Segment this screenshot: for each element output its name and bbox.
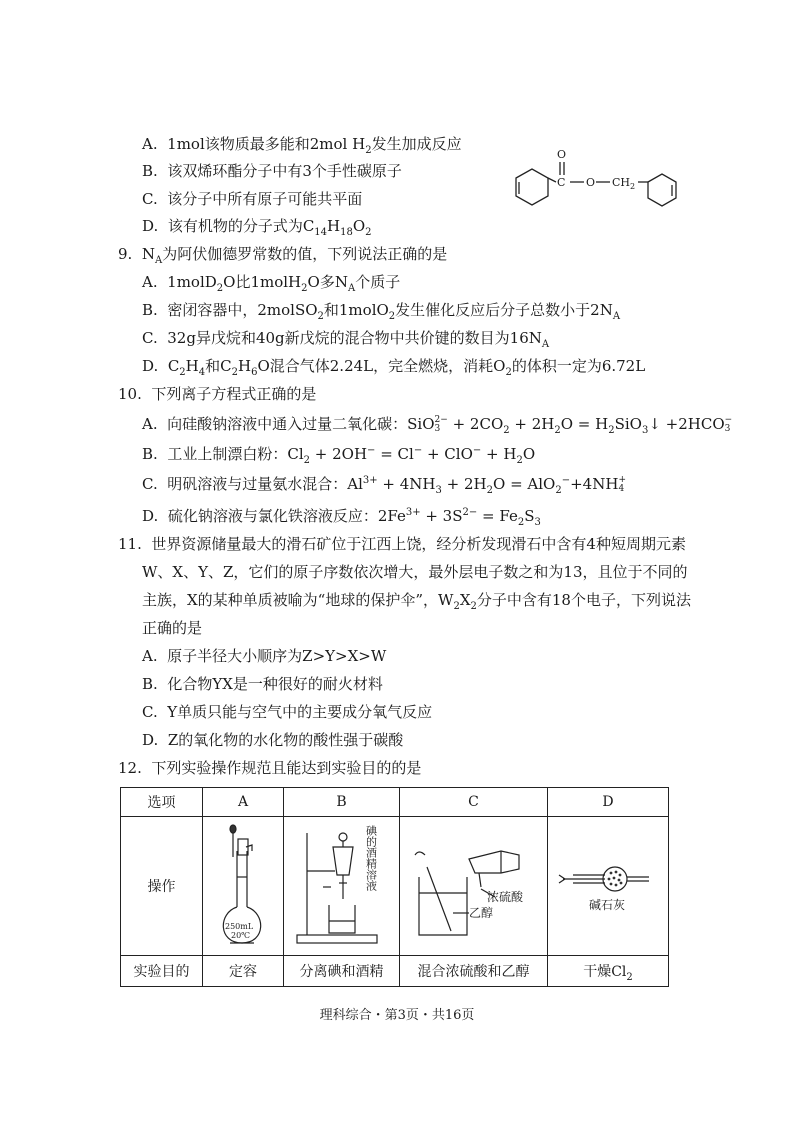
volumetric-flask-figure xyxy=(204,817,283,951)
header-cell: C xyxy=(400,788,548,817)
q12-stem: 12. 下列实验操作规范且能达到实验目的的是 xyxy=(118,759,422,777)
q11-stem-line1: 11. 世界资源储量最大的滑石矿位于江西上饶，经分析发现滑石中含有4种短周期元素 xyxy=(118,535,686,553)
header-cell: B xyxy=(284,788,400,817)
q10-option-b: B. 工业上制漂白粉：$Cl_2 + 2OH^- = Cl^- + ClO^- + H_2O$ xyxy=(142,445,536,466)
q10-option-a: A. 向硅酸钠溶液中通入过量二氧化碳：SiO2− $3 + 2CO_2 + 2H_2O$ = $H_2SiO_3↓ +2HCO-$ 3 xyxy=(142,415,733,436)
q9-option-b: B. 密闭容器中，2molSO$_2$和1molO$_2$发生催化反应后分子总数小于$2N_A$ xyxy=(142,301,621,322)
q9-option-c: C. 32g异戊烷和40g新戊烷的混合物中共价键的数目为$16N_A$ xyxy=(142,329,550,350)
svg-text:碱石灰: 碱石灰 xyxy=(588,898,625,912)
q11-stem-line4: 正确的是 xyxy=(142,619,203,637)
q9-option-a: A. 1molD$_2$O比1molH$_2$O多$N_A$个质子 xyxy=(142,273,401,294)
q10-option-d: D. 硫化钠溶液与氯化铁溶液反应：$2Fe^{3+} + 3S^{2-} = Fe_2S_3$ xyxy=(142,507,541,528)
svg-text:20℃: 20℃ xyxy=(230,931,250,940)
svg-text:250mL: 250mL xyxy=(224,922,253,931)
q11-option-d: D. Z的氧化物的水化物的酸性强于碳酸 xyxy=(142,731,404,749)
row-label-goal: 实验目的 xyxy=(121,956,203,987)
q9-stem: 9. $N_A$为阿伏伽德罗常数的值，下列说法正确的是 xyxy=(118,245,448,266)
separatory-funnel-figure xyxy=(285,817,399,951)
q8-option-b: B. 该双烯环酯分子中有3个手性碳原子 xyxy=(142,162,402,180)
svg-text:O: O xyxy=(586,176,596,189)
q8-option-a: A. 1mol该物质最多能和2mol $H_2$发生加成反应 xyxy=(142,135,462,156)
page-footer: 理科综合・第3页・共16页 xyxy=(319,1008,475,1023)
goal-d: 干燥$Cl_2$ xyxy=(548,956,669,987)
svg-text:O: O xyxy=(557,148,567,161)
q10-option-c: C. 明矾溶液与过量氨水混合：$Al^{3+} + 4NH_3 + 2H_2O = AlO_2^-+4NH+$ 4 xyxy=(142,475,626,496)
svg-text:乙醇: 乙醇 xyxy=(468,906,493,920)
figure-d-cell xyxy=(548,817,669,956)
header-cell: D xyxy=(548,788,669,817)
table-goal-row xyxy=(121,956,669,987)
goal-c: 混合浓硫酸和乙醇 xyxy=(400,956,548,987)
q8-option-d: D. 该有机物的分子式为$C_{14}H_{18}O_2$ xyxy=(142,217,372,238)
goal-a: 定容 xyxy=(203,956,284,987)
q9-option-d: D. $C_2H_4$和$C_2H_6O$混合气体2.24L，完全燃烧，消耗$O_2$的体积一定为6.72L xyxy=(142,357,646,378)
q12-experiment-table xyxy=(120,787,669,987)
svg-text:CH2: $CH_2$ xyxy=(612,176,636,191)
label-iodine-alcohol: 碘的酒精溶液 xyxy=(364,825,378,891)
figure-b-cell xyxy=(284,817,400,956)
q11-stem-line3: 主族，X的某种单质被喻为“地球的保护伞”，$W_2X_2$分子中含有18个电子，下列说法 xyxy=(142,591,691,612)
q8-option-c: C. 该分子中所有原子可能共平面 xyxy=(142,190,363,208)
svg-text:C: C xyxy=(557,176,566,189)
table-header-row xyxy=(121,788,669,817)
q11-option-c: C. Y单质只能与空气中的主要成分氧气反应 xyxy=(142,703,433,721)
svg-text:浓硫酸: 浓硫酸 xyxy=(486,890,523,904)
header-cell: A xyxy=(203,788,284,817)
table-operation-row xyxy=(121,817,669,956)
figure-a-cell xyxy=(203,817,284,956)
goal-b: 分离碘和酒精 xyxy=(284,956,400,987)
q11-option-a: A. 原子半径大小顺序为Z>Y>X>W xyxy=(142,647,387,665)
ester-structure-figure xyxy=(498,138,688,228)
q10-stem: 10. 下列离子方程式正确的是 xyxy=(118,385,317,403)
drying-tube-figure xyxy=(549,817,668,951)
row-label-operation: 操作 xyxy=(121,817,203,956)
header-cell: 选项 xyxy=(121,788,203,817)
figure-c-cell xyxy=(400,817,548,956)
q11-option-b: B. 化合物YX是一种很好的耐火材料 xyxy=(142,675,383,693)
q11-stem-line2: W、X、Y、Z，它们的原子序数依次增大，最外层电子数之和为13，且位于不同的 xyxy=(142,563,688,581)
mixing-figure xyxy=(401,817,547,951)
